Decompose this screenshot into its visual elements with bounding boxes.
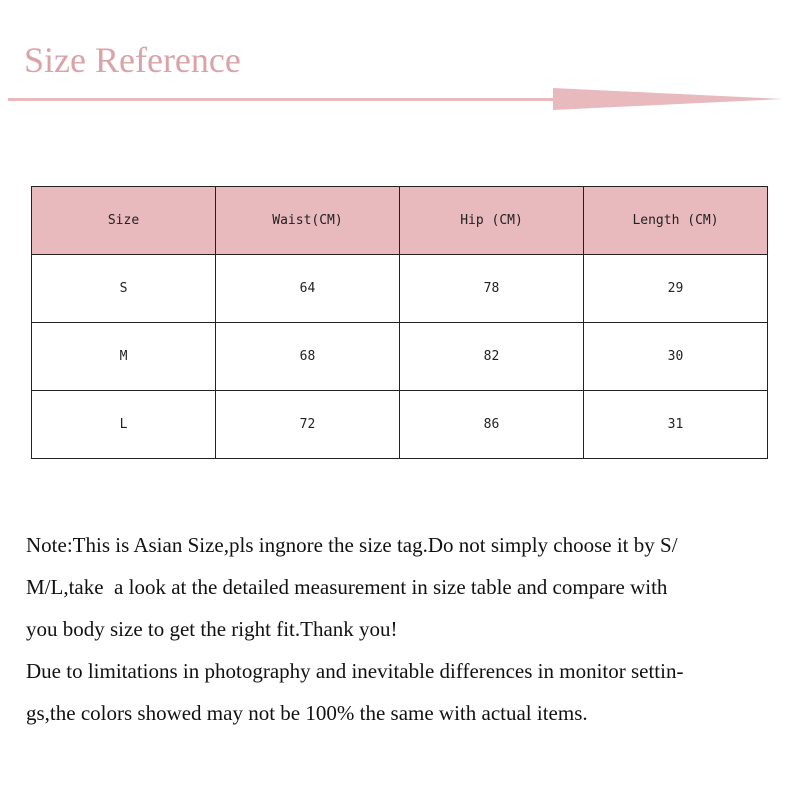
note-line: M/L,take a look at the detailed measurement in size table and compare with <box>26 575 668 599</box>
size-table <box>31 186 768 459</box>
decorative-arrow-line <box>8 86 788 114</box>
size-note <box>26 524 786 734</box>
column-header-waist: Waist(CM) <box>216 187 400 255</box>
note-line: you body size to get the right fit.Thank you! <box>26 617 398 641</box>
cell-hip: 78 <box>400 255 584 323</box>
note-line: gs,the colors showed may not be 100% the same with actual items. <box>26 701 588 725</box>
column-header-hip: Hip (CM) <box>400 187 584 255</box>
cell-hip: 82 <box>400 323 584 391</box>
cell-size: S <box>32 255 216 323</box>
note-line: Due to limitations in photography and inevitable differences in monitor settin- <box>26 659 684 683</box>
table-header-row <box>32 187 768 255</box>
table-row <box>32 255 768 323</box>
cell-size: M <box>32 323 216 391</box>
page-title: Size Reference <box>24 40 241 80</box>
column-header-size: Size <box>32 187 216 255</box>
arrow-shape <box>8 88 783 110</box>
cell-waist: 72 <box>216 391 400 459</box>
cell-length: 29 <box>584 255 768 323</box>
cell-waist: 64 <box>216 255 400 323</box>
cell-size: L <box>32 391 216 459</box>
table-row <box>32 391 768 459</box>
column-header-length: Length (CM) <box>584 187 768 255</box>
note-line: Note:This is Asian Size,pls ingnore the size tag.Do not simply choose it by S/ <box>26 533 678 557</box>
table-row <box>32 323 768 391</box>
cell-length: 31 <box>584 391 768 459</box>
cell-hip: 86 <box>400 391 584 459</box>
cell-waist: 68 <box>216 323 400 391</box>
cell-length: 30 <box>584 323 768 391</box>
